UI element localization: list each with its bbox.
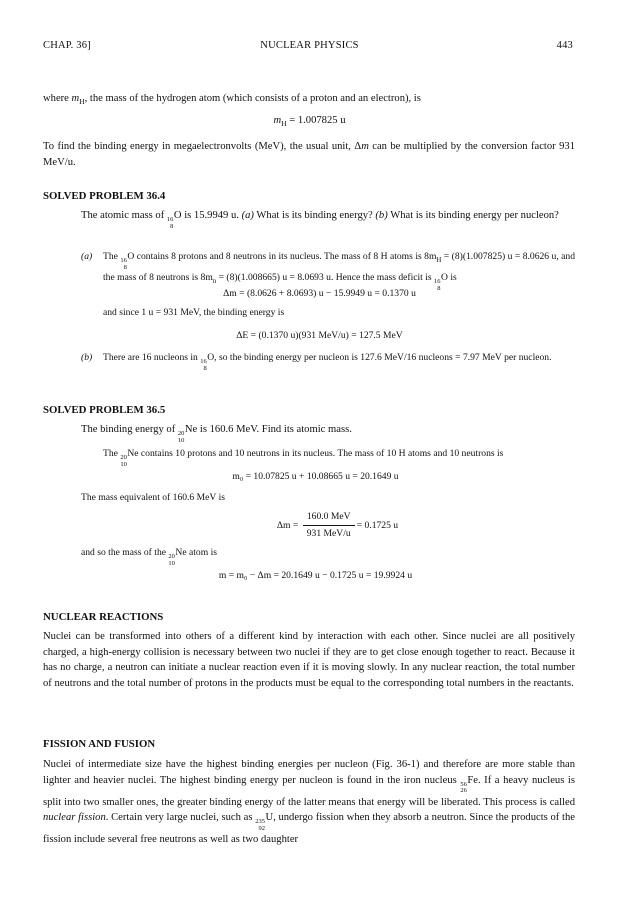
isotope-oxygen-16: 16 8 O xyxy=(166,210,182,230)
initial-mass-equation: m₀ = 10.07825 u + 10.08665 u = 20.1649 u xyxy=(232,471,399,482)
since-line: and since 1 u = 931 MeV, the binding energy is xyxy=(103,307,285,318)
so-mass-line: and so the mass of the 20 10 Ne atom is xyxy=(81,547,217,567)
problem-36-5-question: The binding energy of 20 10 Ne is 160.6 MeV. Find its atomic mass. xyxy=(81,424,352,444)
solved-problem-36-5-heading: SOLVED PROBLEM 36.5 xyxy=(43,404,166,416)
conversion-paragraph: To find the binding energy in megaelectronvolts (MeV), the usual unit, Δm can be multiplied by the conversion factor 931 MeV/u. xyxy=(43,141,575,168)
mass-equivalent-equation: Δm = $\frac{\text{160.0 MeV}}{\text{931 MeV/u}}$ = 0.1725 u xyxy=(276,511,399,540)
answer-b-text: There are 16 nucleons in 16 8 O, so the binding energy per nucleon is 127.6 MeV/16 nucleons = 7.97 MeV per nucleon. xyxy=(103,352,552,372)
solved-problem-36-4-heading: SOLVED PROBLEM 36.4 xyxy=(43,190,166,202)
hydrogen-mass-equation: $m_H = 1.007825$ u xyxy=(273,115,346,129)
isotope-iron-56: 56 26 Fe xyxy=(460,774,478,795)
mass-equivalent-line: The mass equivalent of 160.6 MeV is xyxy=(81,492,225,503)
fission-fusion-body: Nuclei of intermediate size have the highest binding energies per nucleon (Fig. 36-1) and therefore are more stable than lighter and heavier nuclei. The highest binding energy per nucleon is found in the iron nucleus 56 26 Fe. If a heavy nucleus is split into two smaller ones, the greater binding energy of the latter means that energy will be liberated. This process is called nuclear fission. Certain very large nuclei, such as 235 92 U, undergo fission when they absorb a neutron. Since the products of the fission include several free neutrons as well as two daughter xyxy=(43,759,575,846)
problem-36-4-question: The atomic mass of 16 8 O is 15.9949 u. (a) What is its binding energy? (b) What is its binding energy per nucleon? xyxy=(81,210,559,230)
page-number: 443 xyxy=(556,40,573,51)
intro-line: where $m_H$, the mass of the hydrogen atom (which consists of a proton and an electron), is xyxy=(43,93,421,107)
mass-deficit-equation: Δm = (8.0626 + 8.0693) u − 15.9949 u = 0.1370 u xyxy=(223,288,416,299)
answer-b-label: (b) xyxy=(81,352,93,363)
answer-a-text: The 16 8 O contains 8 protons and 8 neutrons in its nucleus. The mass of 8 H atoms is $8m_H = (8)(1.007825) u = 8.0626$ u, and the mass of 8 neutrons is $8m_n = (8)(1.008665) u = 8.0693$ u. Hence the mass deficit is 16 8 O is xyxy=(103,251,576,292)
isotope-neon-20: 20 10 Ne xyxy=(177,424,198,444)
isotope-uranium-235: 235 92 U xyxy=(255,812,274,832)
solution-36-5-text: The 20 10 Ne contains 10 protons and 10 neutrons in its nucleus. The mass of 10 H atoms and 10 neutrons is xyxy=(103,448,504,468)
answer-a-label: (a) xyxy=(81,251,93,262)
running-title: NUCLEAR PHYSICS xyxy=(260,40,359,51)
atomic-mass-equation: m = m₀ − Δm = 20.1649 u − 0.1725 u = 19.9924 u xyxy=(218,570,413,581)
fission-fusion-heading: FISSION AND FUSION xyxy=(43,738,156,750)
nuclear-reactions-body: Nuclei can be transformed into others of a different kind by interaction with each other. Since nuclei are all positively charged, a high-energy collision is necessary between two nuclei if they are to get close enough together to react. Because it has no charge, a neutron can initiate a nuclear reaction even if it is moving slowly. In any nuclear reaction, the total number of neutrons and the total number of protons in the products must be equal to the corresponding total numbers in the reactants. xyxy=(43,631,575,689)
binding-energy-equation: ΔE = (0.1370 u)(931 MeV/u) = 127.5 MeV xyxy=(236,330,403,341)
nuclear-reactions-heading: NUCLEAR REACTIONS xyxy=(43,611,164,623)
chapter-label: CHAP. 36] xyxy=(43,40,91,51)
